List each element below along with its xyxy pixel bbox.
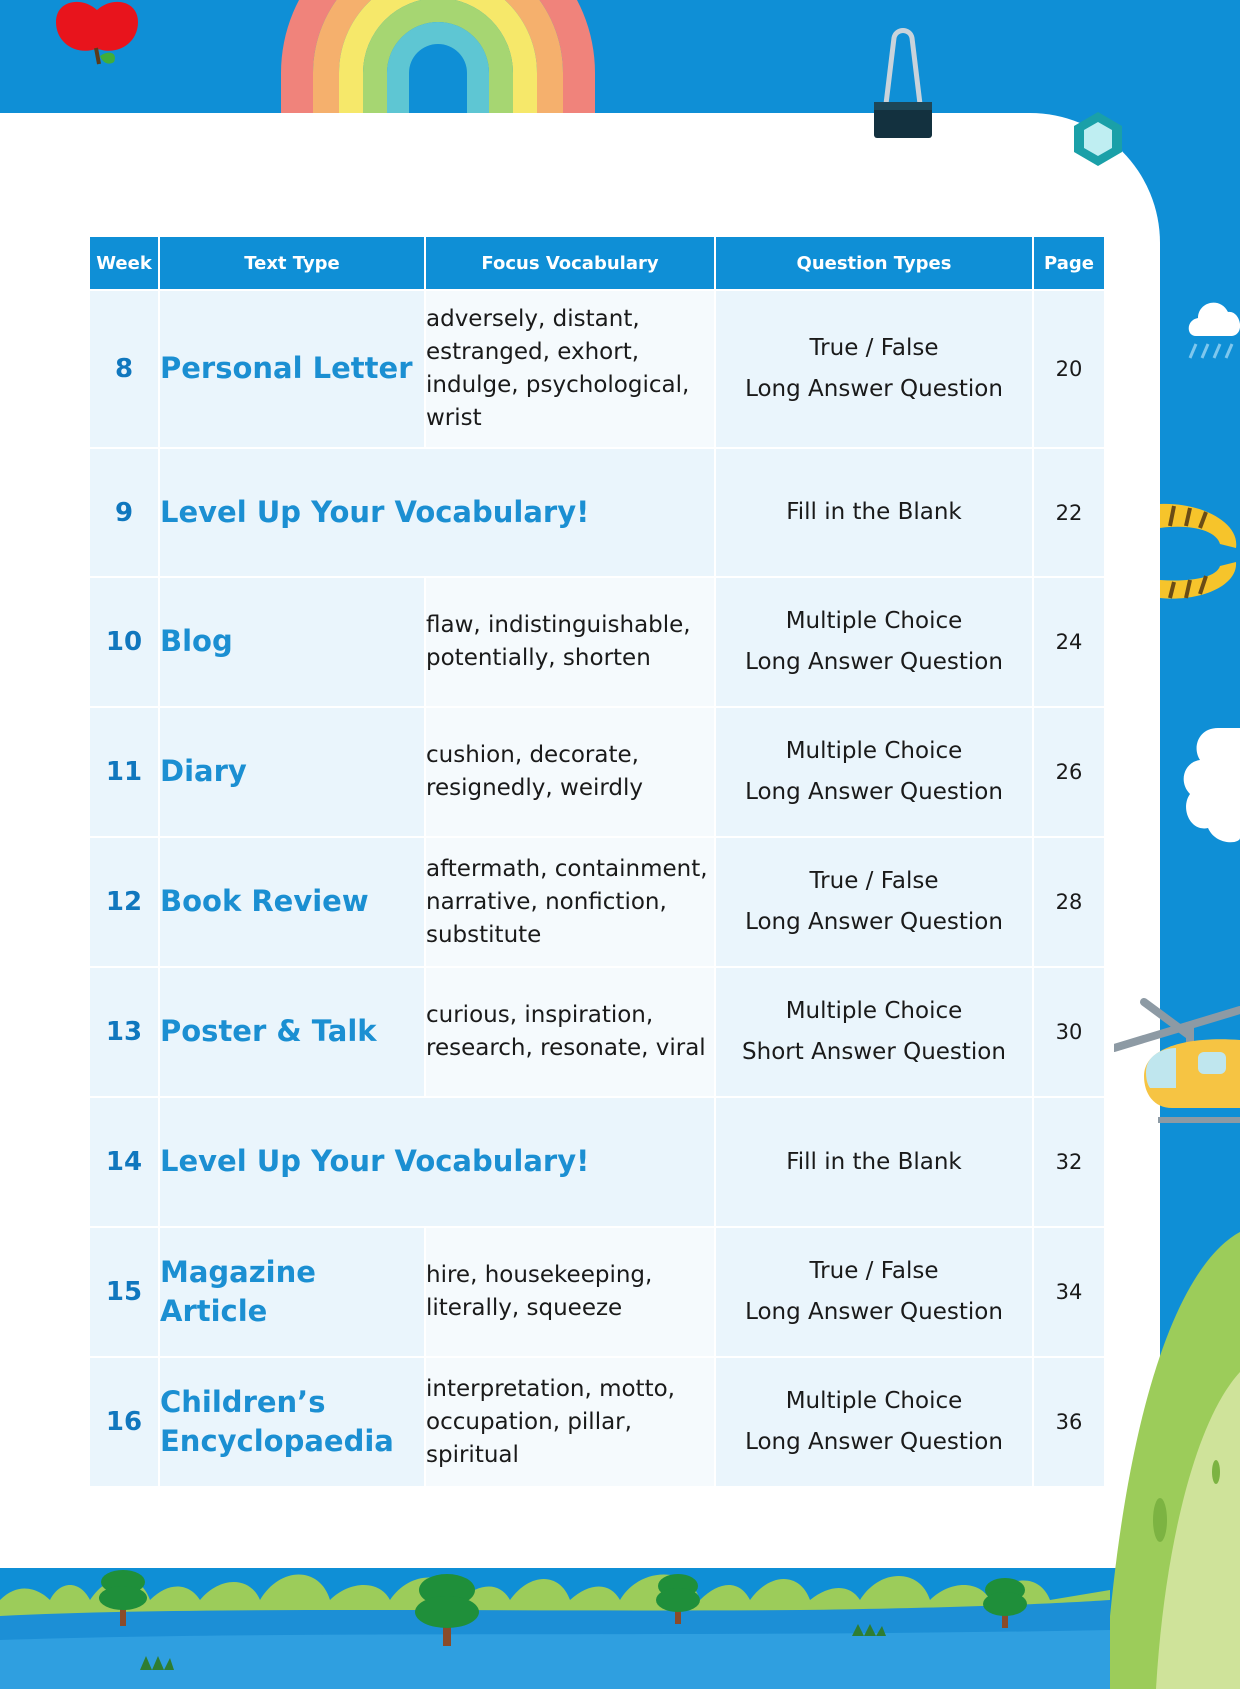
question-type-line: Long Answer Question bbox=[745, 909, 1003, 935]
vocab-line: wrist bbox=[426, 405, 482, 431]
table-row bbox=[90, 291, 1104, 447]
page-number: 32 bbox=[1034, 1098, 1104, 1226]
header-page: Page bbox=[1034, 237, 1104, 289]
text-type-line: Book Review bbox=[160, 884, 369, 919]
page-number: 26 bbox=[1034, 708, 1104, 836]
question-types bbox=[716, 449, 1032, 576]
vocab-line: adversely, distant, bbox=[426, 306, 640, 332]
text-type bbox=[160, 968, 424, 1096]
vocab-line: spiritual bbox=[426, 1441, 519, 1468]
page-number: 30 bbox=[1034, 968, 1104, 1096]
text-type bbox=[160, 449, 714, 576]
table-header-row bbox=[90, 237, 1104, 289]
cloud-icon bbox=[1178, 728, 1240, 846]
vocab-line: hire, housekeeping, bbox=[426, 1262, 653, 1288]
header-focus-vocabulary: Focus Vocabulary bbox=[426, 237, 714, 289]
text-type-line: Level Up Your Vocabulary! bbox=[160, 494, 590, 529]
vocab-line: research, resonate, viral bbox=[426, 1035, 706, 1061]
week-number: 12 bbox=[90, 838, 158, 966]
week-number: 10 bbox=[90, 578, 158, 706]
contents-table bbox=[88, 235, 1106, 1488]
vocab-line: curious, inspiration, bbox=[426, 1002, 654, 1028]
text-type-line: Personal Letter bbox=[160, 351, 413, 386]
focus-vocabulary bbox=[426, 578, 714, 706]
table-row bbox=[90, 578, 1104, 706]
question-type-line: Multiple Choice bbox=[785, 998, 963, 1024]
question-types bbox=[716, 1228, 1032, 1356]
question-types bbox=[716, 1098, 1032, 1226]
question-type-line: Long Answer Question bbox=[745, 1429, 1003, 1455]
question-type-line: Multiple Choice bbox=[785, 738, 963, 764]
focus-vocabulary bbox=[426, 968, 714, 1096]
text-type bbox=[160, 1358, 424, 1486]
header-text-type: Text Type bbox=[160, 237, 424, 289]
table-row bbox=[90, 1098, 1104, 1226]
vocab-line: interpretation, motto, bbox=[426, 1375, 675, 1402]
question-type-line: True / False bbox=[809, 335, 939, 361]
text-type-line: Poster & Talk bbox=[160, 1014, 377, 1049]
focus-vocabulary bbox=[426, 838, 714, 966]
vocab-line: literally, squeeze bbox=[426, 1295, 623, 1321]
question-type-line: Fill in the Blank bbox=[786, 1148, 962, 1175]
header-week: Week bbox=[90, 237, 158, 289]
helicopter-icon bbox=[1114, 996, 1240, 1128]
gem-icon bbox=[1074, 112, 1122, 166]
focus-vocabulary bbox=[426, 708, 714, 836]
vocab-line: resignedly, weirdly bbox=[426, 775, 644, 801]
rainbow-icon bbox=[281, 0, 595, 113]
week-number: 9 bbox=[90, 449, 158, 576]
week-number: 16 bbox=[90, 1358, 158, 1486]
page-number: 28 bbox=[1034, 838, 1104, 966]
week-number: 11 bbox=[90, 708, 158, 836]
text-type-line: Blog bbox=[160, 624, 233, 659]
table-row bbox=[90, 1358, 1104, 1486]
question-types bbox=[716, 838, 1032, 966]
vocab-line: cushion, decorate, bbox=[426, 742, 639, 768]
week-number: 13 bbox=[90, 968, 158, 1096]
question-type-line: Long Answer Question bbox=[745, 376, 1003, 402]
rain-cloud-icon bbox=[1186, 282, 1240, 362]
text-type bbox=[160, 838, 424, 966]
tiger-tail-icon bbox=[1160, 502, 1240, 622]
question-types bbox=[716, 708, 1032, 836]
text-type bbox=[160, 578, 424, 706]
table-row bbox=[90, 708, 1104, 836]
question-type-line: Short Answer Question bbox=[742, 1039, 1006, 1065]
text-type bbox=[160, 1098, 714, 1226]
vocab-line: potentially, shorten bbox=[426, 645, 651, 671]
question-type-line: True / False bbox=[809, 1258, 939, 1284]
vocab-line: aftermath, containment, bbox=[426, 855, 708, 882]
text-type-line: Encyclopaedia bbox=[160, 1424, 394, 1458]
landscape-icon bbox=[0, 1560, 1110, 1689]
week-number: 15 bbox=[90, 1228, 158, 1356]
hill-icon bbox=[1104, 1232, 1240, 1689]
question-types bbox=[716, 1358, 1032, 1486]
table-row bbox=[90, 449, 1104, 576]
page-number: 24 bbox=[1034, 578, 1104, 706]
apple-icon bbox=[52, 0, 142, 72]
focus-vocabulary bbox=[426, 291, 714, 447]
vocab-line: substitute bbox=[426, 921, 542, 948]
focus-vocabulary bbox=[426, 1228, 714, 1356]
text-type-line: Level Up Your Vocabulary! bbox=[160, 1144, 590, 1179]
question-type-line: Multiple Choice bbox=[785, 608, 963, 634]
page-number: 22 bbox=[1034, 449, 1104, 576]
page-number: 36 bbox=[1034, 1358, 1104, 1486]
table-row bbox=[90, 838, 1104, 966]
question-types bbox=[716, 578, 1032, 706]
question-type-line: True / False bbox=[809, 868, 939, 894]
text-type-line: Magazine Article bbox=[160, 1254, 316, 1328]
question-type-line: Multiple Choice bbox=[785, 1388, 963, 1414]
focus-vocabulary bbox=[426, 1358, 714, 1486]
vocab-line: flaw, indistinguishable, bbox=[426, 612, 691, 638]
week-number: 8 bbox=[90, 291, 158, 447]
question-types bbox=[716, 291, 1032, 447]
vocab-line: indulge, psychological, bbox=[426, 372, 690, 398]
table-row bbox=[90, 1228, 1104, 1356]
text-type-line: Children’s bbox=[160, 1384, 326, 1419]
page-number: 34 bbox=[1034, 1228, 1104, 1356]
question-type-line: Long Answer Question bbox=[745, 779, 1003, 805]
question-type-line: Long Answer Question bbox=[745, 649, 1003, 675]
vocab-line: estranged, exhort, bbox=[426, 339, 640, 365]
text-type bbox=[160, 1228, 424, 1356]
question-types bbox=[716, 968, 1032, 1096]
week-number: 14 bbox=[90, 1098, 158, 1226]
header-question-types: Question Types bbox=[716, 237, 1032, 289]
binder-clip-icon bbox=[872, 28, 934, 140]
question-type-line: Long Answer Question bbox=[745, 1299, 1003, 1325]
text-type bbox=[160, 291, 424, 447]
table-row bbox=[90, 968, 1104, 1096]
question-type-line: Fill in the Blank bbox=[786, 499, 962, 525]
text-type bbox=[160, 708, 424, 836]
vocab-line: narrative, nonfiction, bbox=[426, 888, 667, 915]
text-type-line: Diary bbox=[160, 754, 247, 789]
vocab-line: occupation, pillar, bbox=[426, 1408, 632, 1435]
page-number: 20 bbox=[1034, 291, 1104, 447]
